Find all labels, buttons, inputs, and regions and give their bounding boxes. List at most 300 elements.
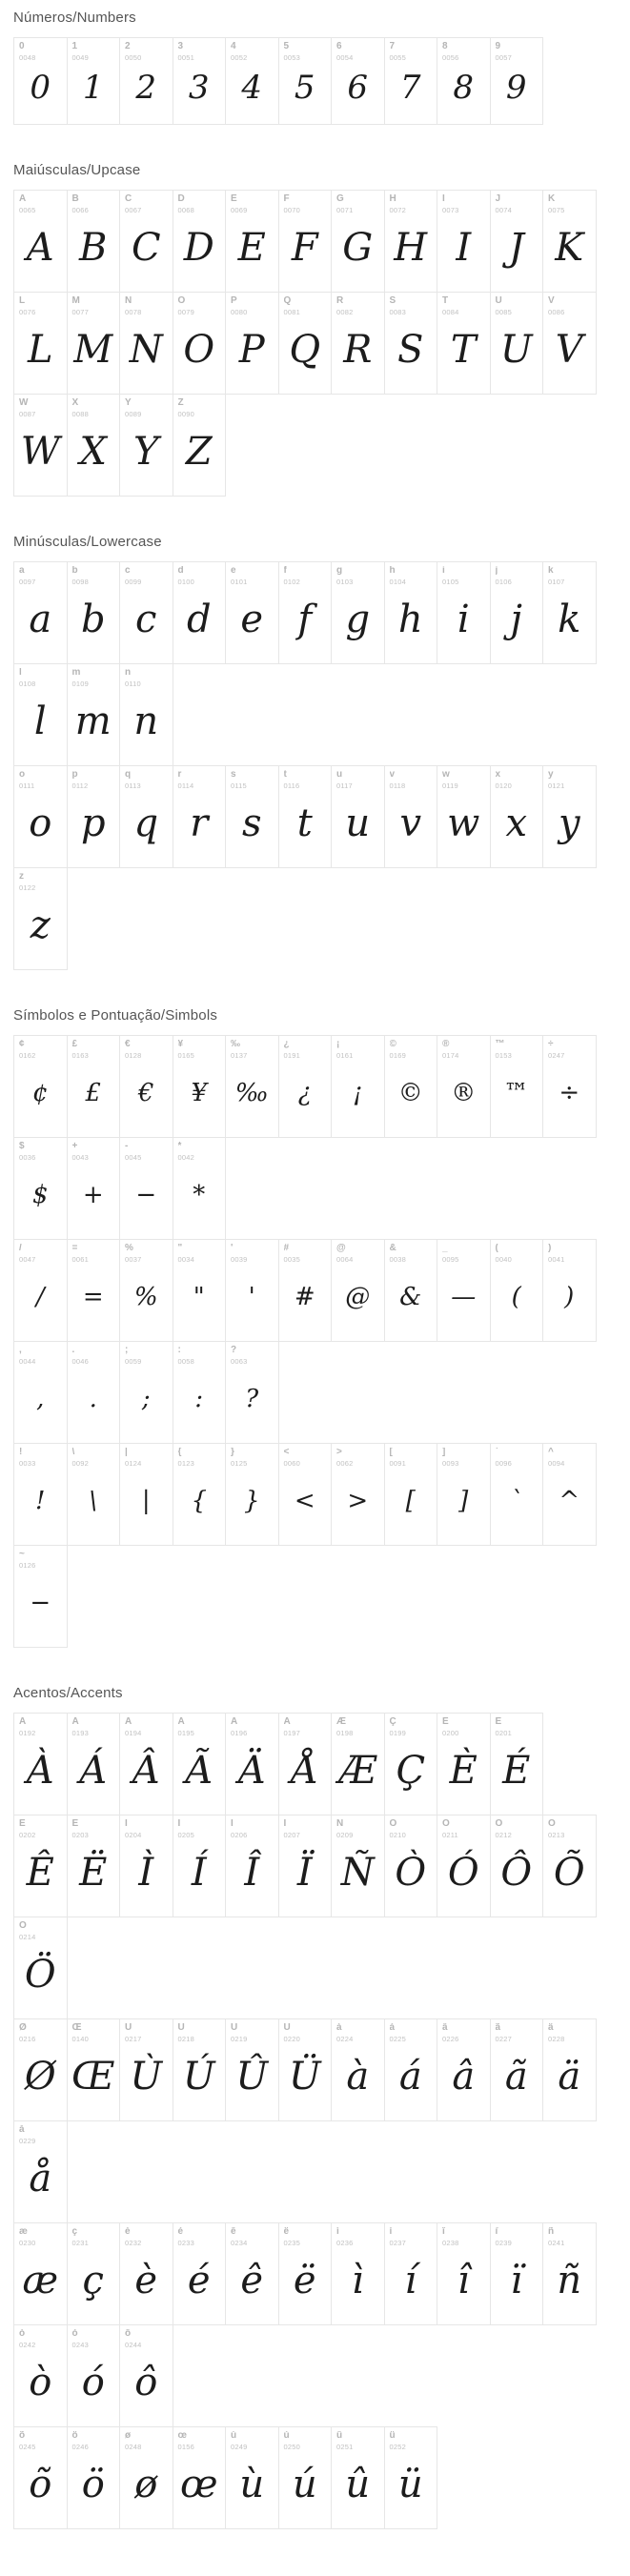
glyph-preview: n: [133, 700, 159, 744]
glyph-cell[interactable]: [331, 765, 385, 868]
glyph-code-label: 0078: [125, 308, 142, 316]
glyph-cell[interactable]: [67, 765, 121, 868]
glyph-meta: [120, 293, 173, 316]
glyph-preview: S: [397, 328, 424, 373]
glyph-cell[interactable]: [173, 1137, 227, 1240]
glyph-code-label: 0077: [71, 308, 89, 316]
glyph-cell[interactable]: [384, 1713, 438, 1815]
glyph-char-label: œ: [177, 2431, 187, 2441]
glyph-code-label: 0137: [231, 1051, 248, 1060]
glyph-cell[interactable]: [13, 561, 68, 664]
glyph-meta: [543, 2019, 596, 2043]
glyph-cell[interactable]: [13, 1815, 68, 1917]
glyph-cell[interactable]: [384, 765, 438, 868]
glyph-preview: e: [240, 598, 264, 642]
glyph-cell[interactable]: [490, 1239, 544, 1342]
glyph-cell[interactable]: [331, 2222, 385, 2325]
glyph-cell[interactable]: [119, 1713, 173, 1815]
glyph-cell[interactable]: [542, 765, 597, 868]
glyph-cell[interactable]: [173, 292, 227, 395]
glyph-preview: W: [20, 430, 60, 475]
glyph-char-label: {: [177, 1448, 182, 1457]
glyph-cell[interactable]: [119, 663, 173, 766]
glyph-cell[interactable]: [67, 561, 121, 664]
glyph-cell[interactable]: [13, 2018, 68, 2121]
glyph-cell[interactable]: [490, 1713, 544, 1815]
glyph-cell[interactable]: [490, 2222, 544, 2325]
glyph-preview: ¿: [297, 1079, 312, 1108]
glyph-cell[interactable]: [542, 292, 597, 395]
glyph-code-label: 0104: [389, 578, 406, 586]
glyph-code-label: 0050: [125, 53, 142, 62]
glyph-cell[interactable]: [331, 292, 385, 395]
glyph-cell[interactable]: [67, 190, 121, 293]
glyph-cell[interactable]: [225, 561, 279, 664]
glyph-meta: [14, 1138, 67, 1162]
glyph-cell[interactable]: [119, 1035, 173, 1138]
glyph-cell[interactable]: [278, 1239, 333, 1342]
glyph-cell[interactable]: [119, 2324, 173, 2427]
glyph-char-label: y: [548, 770, 554, 780]
glyph-cell[interactable]: [542, 561, 597, 664]
glyph-cell[interactable]: [278, 1035, 333, 1138]
glyph-cell[interactable]: [13, 2120, 68, 2223]
glyph-cell[interactable]: [384, 2222, 438, 2325]
glyph-cell[interactable]: [225, 1035, 279, 1138]
glyph-cell[interactable]: [13, 2426, 68, 2529]
glyph-cell[interactable]: [490, 1815, 544, 1917]
glyph-char-label: Ü: [283, 2023, 291, 2033]
glyph-preview: ?: [245, 1385, 259, 1414]
glyph-preview: ,: [36, 1385, 45, 1414]
glyph-char-label: G: [336, 194, 344, 204]
glyph-cell[interactable]: [67, 1815, 121, 1917]
glyph-char-label: o: [19, 770, 26, 780]
glyph-meta: [332, 1444, 384, 1468]
glyph-preview: ): [564, 1283, 575, 1312]
glyph-cell[interactable]: [67, 1713, 121, 1815]
glyph-cell[interactable]: [384, 37, 438, 125]
glyph-preview: =: [82, 1283, 104, 1312]
glyph-cell[interactable]: [225, 1341, 279, 1444]
glyph-meta: [543, 1444, 596, 1468]
glyph-preview: 3: [188, 69, 210, 108]
glyph-cell[interactable]: [384, 190, 438, 293]
glyph-char-label: j: [495, 566, 498, 576]
glyph-cell[interactable]: [173, 1035, 227, 1138]
glyph-code-label: 0046: [71, 1357, 89, 1366]
glyph-cell[interactable]: [437, 1035, 491, 1138]
glyph-meta: [173, 191, 226, 214]
glyph-meta: [173, 38, 226, 62]
glyph-meta: [226, 1342, 278, 1366]
glyph-char-label: ?: [231, 1346, 237, 1355]
glyph-cell[interactable]: [490, 765, 544, 868]
glyph-preview: Ê: [26, 1851, 54, 1896]
glyph-cell[interactable]: [119, 37, 173, 125]
glyph-cell[interactable]: [331, 1443, 385, 1546]
glyph-cell[interactable]: [542, 2018, 597, 2121]
glyph-code-label: 0063: [231, 1357, 248, 1366]
glyph-cell[interactable]: [331, 2426, 385, 2529]
glyph-cell[interactable]: [331, 1713, 385, 1815]
glyph-meta: [437, 562, 490, 586]
glyph-meta: [279, 2019, 332, 2043]
glyph-char-label: Ì: [125, 1819, 128, 1829]
glyph-cell[interactable]: [331, 1239, 385, 1342]
glyph-code-label: 0206: [231, 1831, 248, 1839]
glyph-cell[interactable]: [119, 561, 173, 664]
glyph-cell[interactable]: [173, 1341, 227, 1444]
glyph-cell[interactable]: [173, 1815, 227, 1917]
glyph-char-label: [: [389, 1448, 393, 1457]
glyph-cell[interactable]: [173, 561, 227, 664]
glyph-cell[interactable]: [437, 1443, 491, 1546]
glyph-cell[interactable]: [13, 37, 68, 125]
glyph-cell[interactable]: [437, 561, 491, 664]
glyph-cell[interactable]: [13, 1545, 68, 1648]
glyph-cell[interactable]: [278, 190, 333, 293]
glyph-meta: [68, 395, 120, 418]
glyph-meta: [332, 562, 384, 586]
glyph-cell[interactable]: [542, 1239, 597, 1342]
glyph-cell[interactable]: [542, 2222, 597, 2325]
glyph-cell[interactable]: [278, 2222, 333, 2325]
glyph-cell[interactable]: [331, 190, 385, 293]
glyph-code-label: 0242: [19, 2341, 36, 2349]
glyph-cell[interactable]: [490, 1443, 544, 1546]
glyph-meta: [279, 293, 332, 316]
glyph-cell[interactable]: [437, 1239, 491, 1342]
glyph-cell[interactable]: [67, 1341, 121, 1444]
glyph-cell[interactable]: [13, 765, 68, 868]
glyph-cell[interactable]: [384, 2018, 438, 2121]
glyph-char-label: 9: [495, 42, 501, 51]
glyph-cell[interactable]: [437, 37, 491, 125]
glyph-cell[interactable]: [331, 37, 385, 125]
glyph-cell[interactable]: [173, 2426, 227, 2529]
glyph-cell[interactable]: [67, 663, 121, 766]
glyph-code-label: 0213: [548, 1831, 565, 1839]
glyph-code-label: 0234: [231, 2239, 248, 2247]
glyph-cell[interactable]: [542, 190, 597, 293]
glyph-code-label: 0067: [125, 206, 142, 214]
glyph-meta: [385, 1240, 437, 1264]
glyph-meta: [279, 1036, 332, 1060]
glyph-cell[interactable]: [437, 765, 491, 868]
glyph-code-label: 0211: [442, 1831, 458, 1839]
glyph-cell[interactable]: [173, 765, 227, 868]
glyph-cell[interactable]: [119, 765, 173, 868]
glyph-cell[interactable]: [437, 2018, 491, 2121]
glyph-cell[interactable]: [278, 2426, 333, 2529]
glyph-char-label: q: [125, 770, 132, 780]
glyph-char-label: ú: [283, 2431, 290, 2441]
glyph-code-label: 0033: [19, 1459, 36, 1468]
glyph-cell[interactable]: [13, 1713, 68, 1815]
glyph-cell[interactable]: [437, 1815, 491, 1917]
glyph-cell[interactable]: [384, 2426, 438, 2529]
glyph-cell[interactable]: [173, 190, 227, 293]
glyph-meta: [491, 2019, 543, 2043]
glyph-preview: ‰: [234, 1079, 269, 1108]
glyph-cell[interactable]: [173, 1443, 227, 1546]
glyph-cell[interactable]: [437, 190, 491, 293]
glyph-cell[interactable]: [331, 1815, 385, 1917]
glyph-cell[interactable]: [542, 1035, 597, 1138]
glyph-cell[interactable]: [13, 1239, 68, 1342]
glyph-preview: M: [73, 328, 113, 373]
glyph-preview: b: [80, 598, 106, 642]
glyph-code-label: 0093: [442, 1459, 459, 1468]
glyph-code-label: 0057: [495, 53, 512, 62]
glyph-meta: [120, 766, 173, 790]
glyph-meta: [491, 191, 543, 214]
glyph-cell[interactable]: [225, 1713, 279, 1815]
glyph-preview: œ: [179, 2463, 218, 2507]
glyph-preview: }: [243, 1487, 260, 1516]
glyph-cell[interactable]: [490, 292, 544, 395]
glyph-cell[interactable]: [490, 37, 544, 125]
glyph-code-label: 0064: [336, 1255, 354, 1264]
glyph-preview: (: [511, 1283, 521, 1312]
glyph-cell[interactable]: [490, 561, 544, 664]
glyph-cell[interactable]: [119, 1815, 173, 1917]
section-title: Acentos/Accents: [13, 1685, 123, 1701]
glyph-char-label: 8: [442, 42, 448, 51]
glyph-meta: [173, 2427, 226, 2451]
glyph-cell[interactable]: [13, 1137, 68, 1240]
glyph-meta: [14, 191, 67, 214]
glyph-preview: È: [449, 1749, 478, 1794]
glyph-cell[interactable]: [490, 1035, 544, 1138]
glyph-char-label: g: [336, 566, 343, 576]
glyph-cell[interactable]: [119, 1341, 173, 1444]
glyph-char-label: ;: [125, 1346, 129, 1355]
glyph-cell[interactable]: [278, 1443, 333, 1546]
glyph-cell[interactable]: [13, 394, 68, 497]
glyph-cell[interactable]: [225, 292, 279, 395]
glyph-cell[interactable]: [67, 37, 121, 125]
glyph-char-label: Å: [283, 1717, 291, 1727]
glyph-preview: £: [85, 1079, 102, 1108]
glyph-cell[interactable]: [278, 37, 333, 125]
glyph-cell[interactable]: [225, 190, 279, 293]
glyph-cell[interactable]: [13, 2324, 68, 2427]
glyph-cell[interactable]: [331, 1035, 385, 1138]
glyph-cell[interactable]: [278, 561, 333, 664]
glyph-preview: Í: [191, 1851, 207, 1896]
glyph-code-label: 0197: [283, 1729, 300, 1737]
glyph-char-label: â: [442, 2023, 448, 2033]
glyph-cell[interactable]: [173, 2222, 227, 2325]
glyph-cell[interactable]: [67, 2324, 121, 2427]
glyph-preview: Å: [291, 1749, 319, 1794]
glyph-code-label: 0075: [548, 206, 565, 214]
glyph-meta: [385, 191, 437, 214]
glyph-preview: q: [133, 801, 159, 846]
glyph-cell[interactable]: [384, 292, 438, 395]
glyph-char-label: #: [283, 1244, 290, 1253]
glyph-preview: L: [27, 328, 53, 373]
glyph-cell[interactable]: [225, 2018, 279, 2121]
glyph-code-label: 0218: [177, 2035, 194, 2043]
glyph-cell[interactable]: [13, 1443, 68, 1546]
glyph-code-label: 0224: [336, 2035, 354, 2043]
glyph-meta: [543, 1036, 596, 1060]
glyph-cell[interactable]: [119, 1239, 173, 1342]
glyph-cell[interactable]: [225, 2222, 279, 2325]
glyph-cell[interactable]: [13, 867, 68, 970]
glyph-meta: [173, 293, 226, 316]
glyph-char-label: E: [231, 194, 237, 204]
glyph-cell[interactable]: [67, 2222, 121, 2325]
glyph-cell[interactable]: [278, 1815, 333, 1917]
glyph-char-label: ã: [495, 2023, 501, 2033]
glyph-preview: V: [555, 328, 583, 373]
glyph-cell[interactable]: [13, 1917, 68, 2019]
glyph-char-label: >: [336, 1448, 342, 1457]
glyph-meta: [437, 38, 490, 62]
glyph-char-label: í: [389, 2227, 393, 2237]
glyph-char-label: i: [442, 566, 445, 576]
glyph-cell[interactable]: [173, 37, 227, 125]
glyph-preview: Ó: [447, 1851, 479, 1896]
glyph-cell[interactable]: [13, 292, 68, 395]
glyph-cell[interactable]: [278, 2018, 333, 2121]
glyph-cell[interactable]: [490, 2018, 544, 2121]
glyph-meta: [14, 38, 67, 62]
glyph-cell[interactable]: [173, 1713, 227, 1815]
glyph-code-label: 0122: [19, 883, 36, 892]
glyph-meta: [226, 2223, 278, 2247]
glyph-meta: [14, 664, 67, 688]
glyph-code-label: 0076: [19, 308, 36, 316]
glyph-preview: ]: [458, 1487, 469, 1516]
glyph-cell[interactable]: [384, 1035, 438, 1138]
glyph-meta: [14, 1815, 67, 1839]
glyph-char-label: Ñ: [336, 1819, 344, 1829]
glyph-cell[interactable]: [67, 1137, 121, 1240]
glyph-cell[interactable]: [13, 1341, 68, 1444]
glyph-preview: g: [345, 598, 371, 642]
glyph-code-label: 0079: [177, 308, 194, 316]
glyph-cell[interactable]: [67, 394, 121, 497]
glyph-cell[interactable]: [13, 2222, 68, 2325]
glyph-cell[interactable]: [331, 561, 385, 664]
glyph-meta: [68, 2019, 120, 2043]
glyph-cell[interactable]: [331, 2018, 385, 2121]
glyph-code-label: 0103: [336, 578, 354, 586]
glyph-cell[interactable]: [225, 37, 279, 125]
glyph-char-label: ¿: [283, 1040, 290, 1049]
glyph-cell[interactable]: [542, 1815, 597, 1917]
glyph-cell[interactable]: [437, 1713, 491, 1815]
glyph-cell[interactable]: [225, 1815, 279, 1917]
glyph-cell[interactable]: [384, 1443, 438, 1546]
glyph-cell[interactable]: [119, 1443, 173, 1546]
glyph-cell[interactable]: [542, 1443, 597, 1546]
glyph-preview: æ: [22, 2259, 59, 2303]
glyph-cell[interactable]: [119, 394, 173, 497]
glyph-cell[interactable]: [119, 292, 173, 395]
glyph-char-label: <: [283, 1448, 290, 1457]
glyph-cell[interactable]: [13, 663, 68, 766]
glyph-cell[interactable]: [278, 1713, 333, 1815]
glyph-preview: ã: [504, 2055, 528, 2099]
glyph-char-label: ó: [71, 2329, 78, 2339]
glyph-cell[interactable]: [225, 1239, 279, 1342]
glyph-preview: T: [450, 328, 477, 373]
glyph-preview: ö: [81, 2463, 105, 2507]
glyph-cell[interactable]: [173, 2018, 227, 2121]
glyph-meta: [437, 766, 490, 790]
glyph-section: [0, 0, 630, 124]
glyph-cell[interactable]: [225, 1443, 279, 1546]
glyph-cell[interactable]: [119, 1137, 173, 1240]
glyph-row: [13, 1035, 617, 1239]
glyph-preview: D: [183, 226, 214, 271]
glyph-char-label: 4: [231, 42, 236, 51]
glyph-cell[interactable]: [437, 2222, 491, 2325]
glyph-meta: [68, 1714, 120, 1737]
glyph-cell[interactable]: [119, 2018, 173, 2121]
glyph-cell[interactable]: [13, 190, 68, 293]
glyph-meta: [437, 1815, 490, 1839]
glyph-cell[interactable]: [119, 2222, 173, 2325]
glyph-cell[interactable]: [225, 2426, 279, 2529]
glyph-code-label: 0053: [283, 53, 300, 62]
glyph-cell[interactable]: [173, 394, 227, 497]
glyph-cell[interactable]: [67, 1035, 121, 1138]
glyph-code-label: 0202: [19, 1831, 36, 1839]
glyph-char-label: |: [125, 1448, 128, 1457]
glyph-cell[interactable]: [119, 190, 173, 293]
glyph-cell[interactable]: [384, 1239, 438, 1342]
glyph-preview: ú: [292, 2463, 317, 2507]
glyph-cell[interactable]: [490, 190, 544, 293]
glyph-preview: ÷: [559, 1079, 580, 1108]
glyph-preview: j: [510, 598, 522, 642]
glyph-cell[interactable]: [13, 1035, 68, 1138]
glyph-section: [0, 152, 630, 496]
glyph-preview: H: [394, 226, 428, 271]
glyph-meta: [14, 2019, 67, 2043]
glyph-cell[interactable]: [67, 1239, 121, 1342]
glyph-cell[interactable]: [67, 1443, 121, 1546]
glyph-preview: ó: [81, 2361, 105, 2405]
glyph-preview: x: [505, 801, 528, 846]
glyph-cell[interactable]: [67, 2018, 121, 2121]
glyph-preview: c: [135, 598, 157, 642]
glyph-cell[interactable]: [384, 561, 438, 664]
glyph-cell[interactable]: [225, 765, 279, 868]
glyph-cell[interactable]: [67, 2426, 121, 2529]
glyph-cell[interactable]: [437, 292, 491, 395]
glyph-cell[interactable]: [384, 1815, 438, 1917]
glyph-cell[interactable]: [67, 292, 121, 395]
glyph-char-label: Ú: [177, 2023, 185, 2033]
glyph-meta: [173, 1342, 226, 1366]
glyph-cell[interactable]: [119, 2426, 173, 2529]
glyph-cell[interactable]: [173, 1239, 227, 1342]
glyph-cell[interactable]: [278, 292, 333, 395]
glyph-meta: [279, 1240, 332, 1264]
glyph-cell[interactable]: [278, 765, 333, 868]
glyph-code-label: 0204: [125, 1831, 142, 1839]
glyph-meta: [120, 38, 173, 62]
glyph-char-label: ©: [389, 1040, 396, 1049]
